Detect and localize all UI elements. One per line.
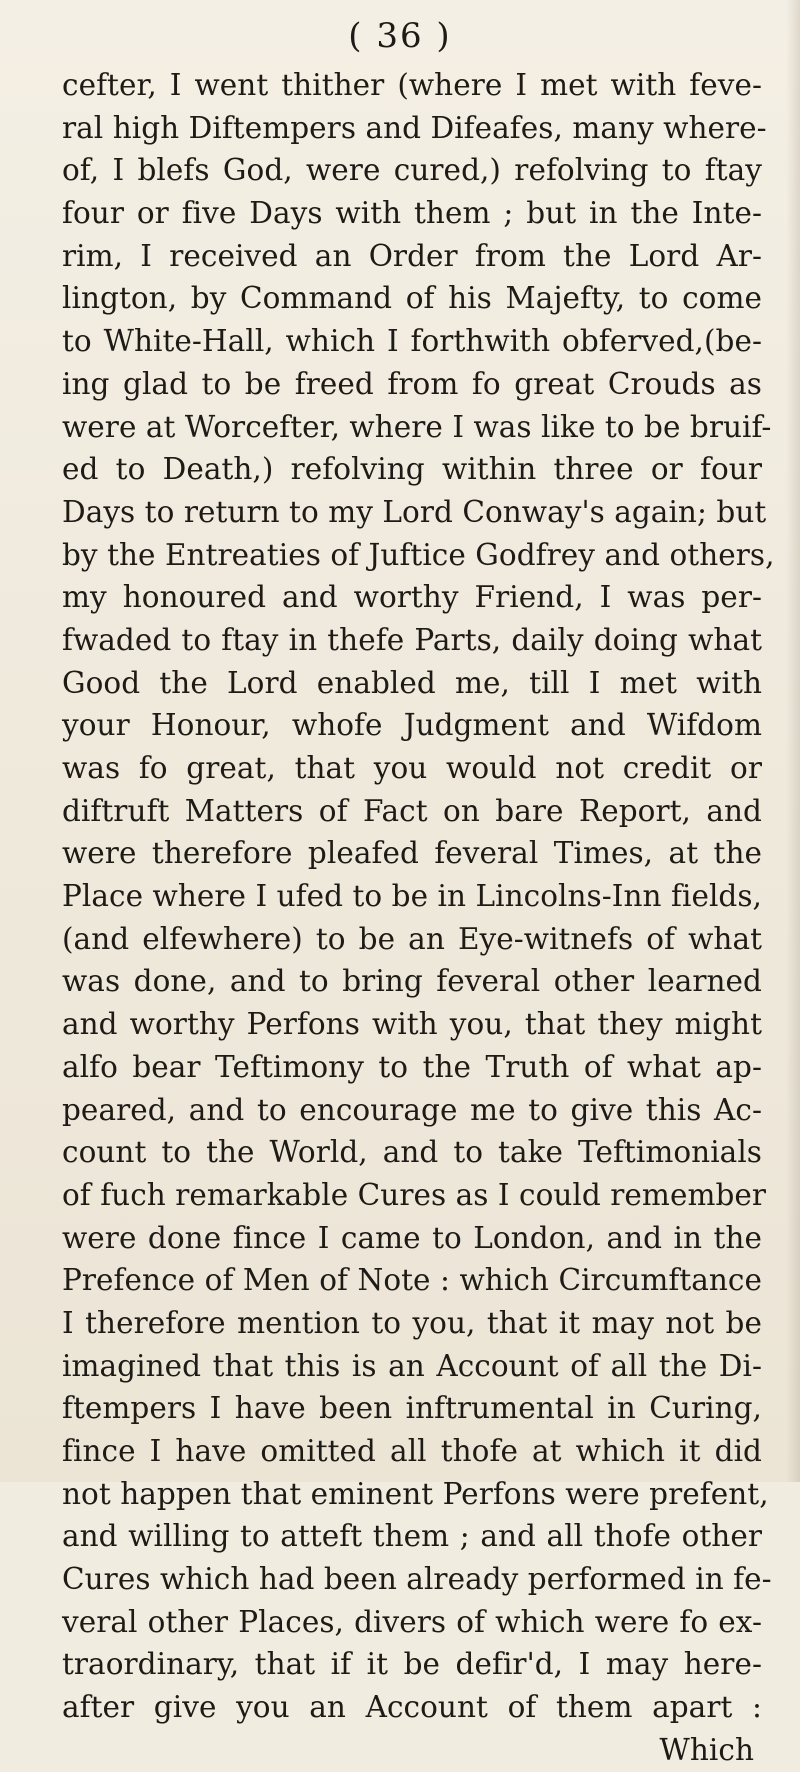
text-line: cefter, I went thither (where I met with feve- — [62, 68, 762, 102]
text-line: rim, I received an Order from the Lord Ar- — [62, 238, 762, 273]
text-line: to White-Hall, which I forthwith obferved,(be- — [62, 324, 762, 359]
text-line: imagined that this is an Account of all the Di- — [62, 1348, 762, 1383]
text-line: ed to Death,) refolving within three or four — [62, 452, 762, 487]
text-line: Place where I ufed to be in Lincolns-Inn fields, — [62, 879, 762, 914]
text-line: veral other Places, divers of which were fo ex- — [62, 1604, 762, 1639]
page-number: ( 36 ) — [348, 16, 452, 56]
text-line: peared, and to encourage me to give this Ac- — [62, 1092, 762, 1127]
text-line: ftempers I have been inftrumental in Curing, — [62, 1391, 762, 1426]
text-line: alfo bear Teftimony to the Truth of what ap- — [62, 1049, 762, 1084]
text-line: ing glad to be freed from fo great Crouds as — [62, 366, 762, 401]
text-line: I therefore mention to you, that it may not be — [62, 1305, 762, 1340]
text-line: lington, by Command of his Majefty, to come — [62, 281, 762, 316]
catchword: Which — [659, 1732, 754, 1767]
text-line: Prefence of Men of Note : which Circumftance — [62, 1263, 762, 1298]
text-line: and willing to atteft them ; and all thofe other — [62, 1519, 762, 1554]
text-line: was fo great, that you would not credit or — [62, 751, 762, 785]
text-line: Days to return to my Lord Conway's again; but — [62, 494, 767, 529]
text-line: were done fince I came to London, and in the — [62, 1220, 762, 1255]
text-line: Good the Lord enabled me, till I met with — [62, 665, 762, 700]
text-line: fwaded to ftay in thefe Parts, daily doing what — [62, 622, 762, 657]
text-line: diftruft Matters of Fact on bare Report, and — [62, 793, 762, 828]
text-line: were therefore pleafed feveral Times, at the — [62, 836, 762, 871]
text-line: not happen that eminent Perfons were prefent, — [62, 1476, 769, 1511]
text-line: your Honour, whofe Judgment and Wifdom — [62, 708, 762, 743]
text-line: and worthy Perfons with you, that they might — [62, 1007, 762, 1042]
text-line: of, I blefs God, were cured,) refolving to ftay — [62, 153, 762, 188]
text-line: was done, and to bring feveral other learned — [62, 964, 762, 999]
text-line: after give you an Account of them apart : — [62, 1690, 762, 1725]
text-line: traordinary, that if it be defir'd, I may here- — [62, 1647, 762, 1682]
text-line: were at Worcefter, where I was like to be bruif- — [62, 409, 772, 444]
text-line: of fuch remarkable Cures as I could remember — [62, 1177, 767, 1212]
text-line: by the Entreaties of Juftice Godfrey and others, — [62, 537, 775, 572]
text-line: ral high Diftempers and Difeafes, many where- — [62, 110, 767, 145]
text-line: count to the World, and to take Teftimonials — [62, 1135, 762, 1170]
text-line: four or five Days with them ; but in the Inte- — [62, 196, 762, 231]
text-line: Cures which had been already performed in fe- — [62, 1562, 772, 1597]
body-text — [62, 64, 775, 1772]
page-edge-shadow — [786, 0, 800, 1482]
text-line: (and elfewhere) to be an Eye-witnefs of what — [62, 921, 762, 956]
text-line: fince I have omitted all thofe at which it did — [62, 1434, 762, 1468]
text-line: my honoured and worthy Friend, I was per- — [62, 580, 762, 615]
